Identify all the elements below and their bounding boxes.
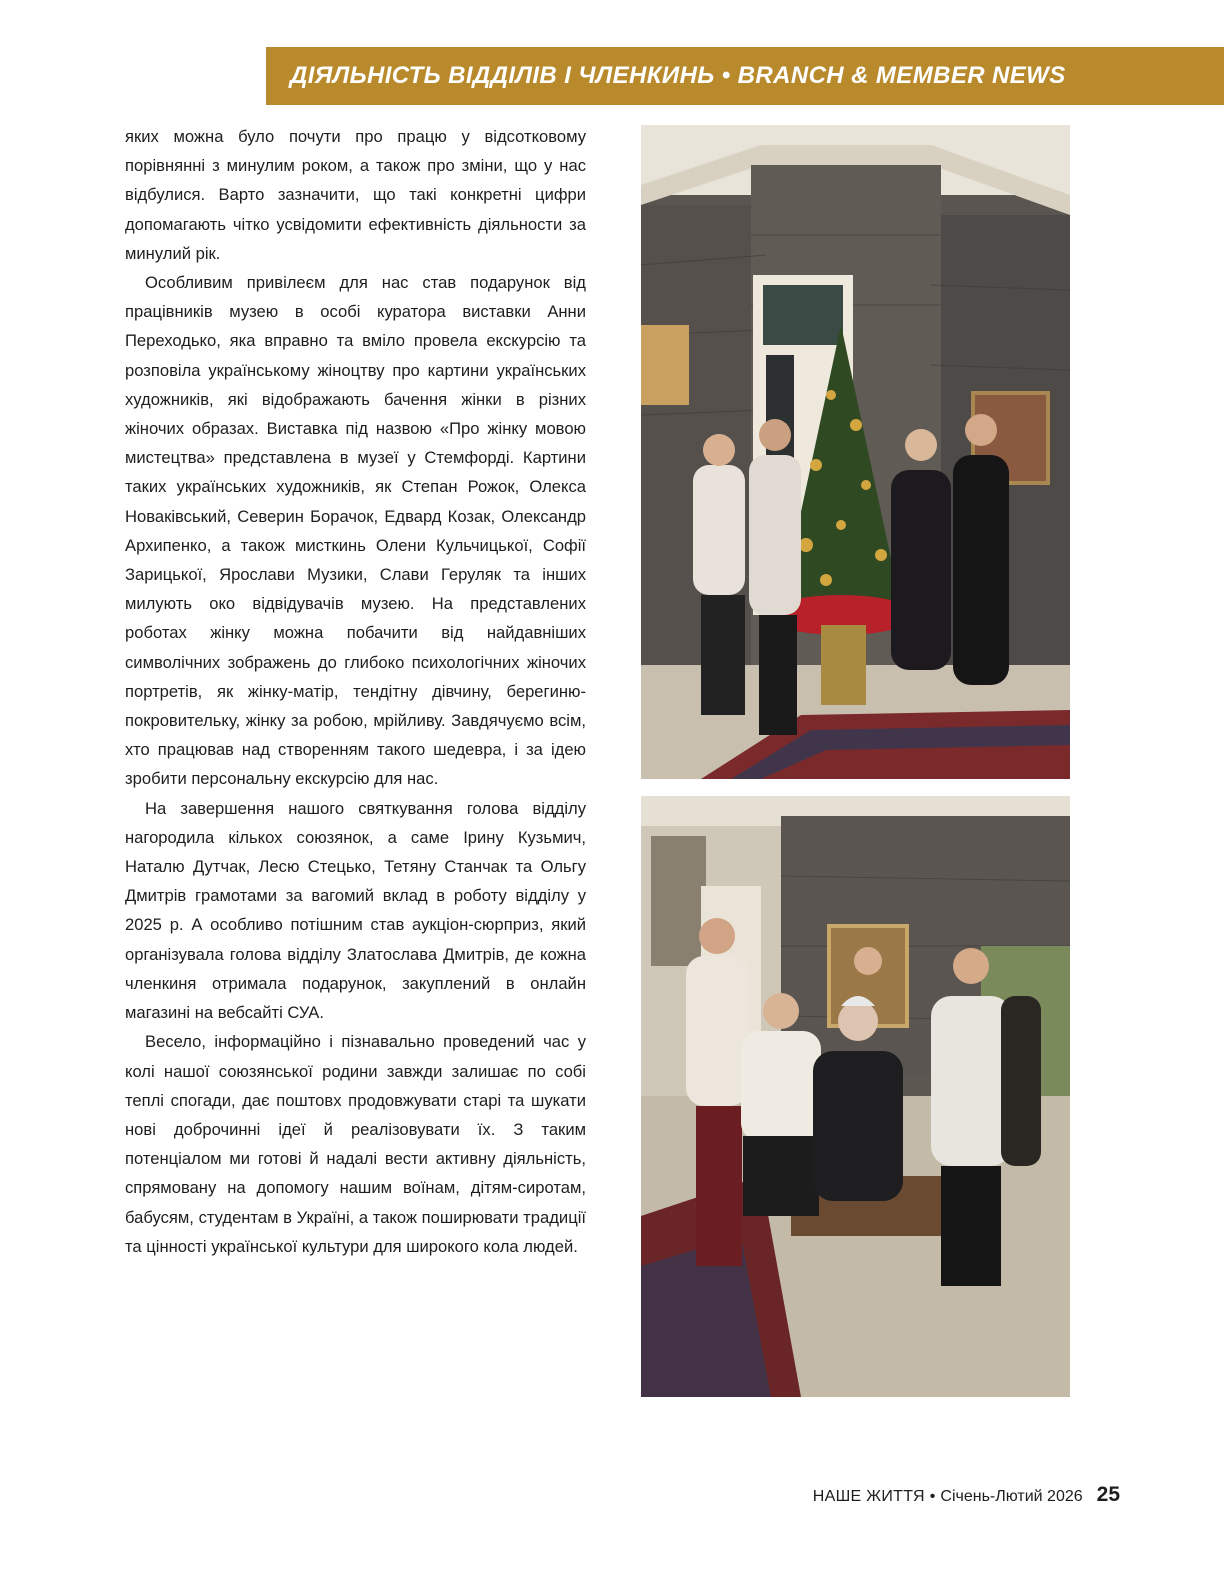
article-paragraph: Особливим привілеєм для нас став подарунок від працівників музею в особі куратора виставки Анни Переходько, яка вправно та вміло провела екскурсію та розповіла українському жіноцтву про картини українських художників, які відображають бачення жінки в різних жіночих образах. Виставка під назвою «Про жінку мовою мистецтва» представлена в музеї у Стемфорді. Картини таких українських художників, як Степан Рожок, Олекса Новаківський, Северин Борачок, Едвард Козак, Олександр Архипенко, а також мисткинь Олени Кульчицької, Софії Зарицької, Ярослави Музики, Слави Геруляк та інших милують око відвідувачів музею. На представлених роботах жінку можна побачити від найдавніших символічних зображень до глибоко психологічних жіночих портретів, як жінку-матір, тендітну дівчину, берегиню-покровительку, жінку за робою, мрійливу. Завдячуємо всім, хто працював над створенням такого шедевра, і за ідею зробити персональну екскурсію для нас.	[125, 273, 586, 789]
page-footer	[813, 1483, 1120, 1507]
photo-christmas-tree-group	[641, 125, 1070, 779]
article-paragraph: На завершення нашого святкування голова відділу нагородила кількох союзянок, а саме Ірину Кузьмич, Наталю Дутчак, Лесю Стецько, Тетяну Станчак та Ольгу Дмитрів грамотами за вагомий вклад в роботу відділу у 2025 р. А особливо потішним став аукціон-сюрприз, який організувала голова відділу Златослава Дмитрів, де кожна членкиня отримала подарунок, закуплений в онлайн магазині на вебсайті СУА.	[125, 798, 586, 1023]
page-number: 25	[1096, 1483, 1120, 1506]
footer-separator: •	[929, 1488, 936, 1505]
article-column	[125, 122, 586, 1261]
article-paragraph: яких можна було почути про працю у відсотковому порівнянні з минулим роком, а також про зміни, що у нас відбулися. Варто зазначити, що такі конкретні цифри допомагають чітко усвідомити ефективність діяльности за минулий рік.	[125, 127, 586, 263]
article-paragraph: Весело, інформаційно і пізнавально проведений час у колі нашої союзянської родини завжди залишає по собі теплі спогади, дає поштовх продовжувати старі та шукати нові доброчинні ідеї й реалізовувати їх. З таким потенціалом ми готові й надалі вести активну діяльність, спрямовану на допомогу нашим воїнам, дітям-сиротам, бабусям, студентам в Україні, а також поширювати традиції та цінності української культури для широкого кола людей.	[125, 1032, 586, 1256]
section-header-title: ДІЯЛЬНІСТЬ ВІДДІЛІВ І ЧЛЕНКИНЬ • BRANCH & MEMBER NEWS	[290, 62, 1066, 89]
photo-museum-group-seated	[641, 796, 1070, 1397]
publication-name: НАШЕ ЖИТТЯ	[812, 1488, 925, 1505]
section-header-banner	[266, 47, 1224, 105]
issue-date: Січень-Лютий 2026	[940, 1488, 1083, 1505]
